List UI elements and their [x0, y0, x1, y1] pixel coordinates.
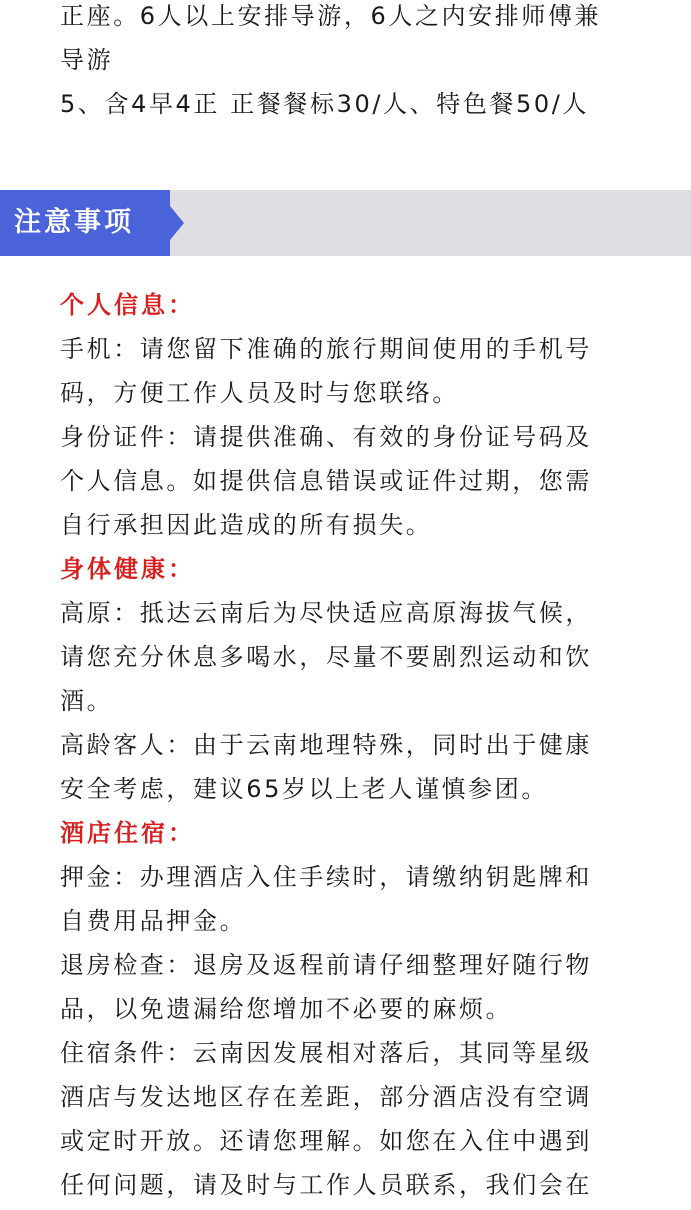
- phone-note: 码，方便工作人员及时与您联络。: [60, 379, 459, 407]
- conditions-note: 住宿条件：云南因发展相对落后，其同等星级: [60, 1039, 592, 1067]
- banner-arrow-icon: [170, 206, 184, 240]
- id-note: 自行承担因此造成的所有损失。: [60, 511, 433, 539]
- intro-line: 正座。6人以上安排导游，6人之内安排师傅兼: [60, 2, 602, 30]
- conditions-note: 任何问题，请及时与工作人员联系，我们会在: [60, 1171, 592, 1199]
- checkout-note: 品，以免遗漏给您增加不必要的麻烦。: [60, 995, 513, 1023]
- conditions-note: 或定时开放。还请您理解。如您在入住中遇到: [60, 1127, 592, 1155]
- notes-content: [60, 283, 660, 1207]
- altitude-note: 酒。: [60, 687, 114, 715]
- checkout-note: 退房检查：退房及返程前请仔细整理好随行物: [60, 951, 592, 979]
- deposit-note: 自费用品押金。: [60, 907, 247, 935]
- phone-note: 手机：请您留下准确的旅行期间使用的手机号: [60, 335, 592, 363]
- conditions-note: 酒店与发达地区存在差距，部分酒店没有空调: [60, 1083, 592, 1111]
- section-title: 注意事项: [0, 190, 170, 256]
- heading-health: 身体健康：: [60, 555, 195, 583]
- id-note: 身份证件：请提供准确、有效的身份证号码及: [60, 423, 592, 451]
- id-note: 个人信息。如提供信息错误或证件过期，您需: [60, 467, 592, 495]
- altitude-note: 请您充分休息多喝水，尽量不要剧烈运动和饮: [60, 643, 592, 671]
- altitude-note: 高原：抵达云南后为尽快适应高原海拔气候，: [60, 599, 592, 627]
- elderly-note: 高龄客人：由于云南地理特殊，同时出于健康: [60, 731, 592, 759]
- elderly-note: 安全考虑，建议65岁以上老人谨慎参团。: [60, 775, 548, 803]
- deposit-note: 押金：办理酒店入住手续时，请缴纳钥匙牌和: [60, 863, 592, 891]
- intro-text: [60, 0, 660, 126]
- meal-info-line: 5、含4早4正 正餐餐标30/人、特色餐50/人: [60, 90, 590, 118]
- section-banner: [0, 190, 691, 256]
- heading-hotel: 酒店住宿：: [60, 819, 195, 847]
- intro-line: 导游: [60, 46, 114, 74]
- heading-personal-info: 个人信息：: [60, 291, 195, 319]
